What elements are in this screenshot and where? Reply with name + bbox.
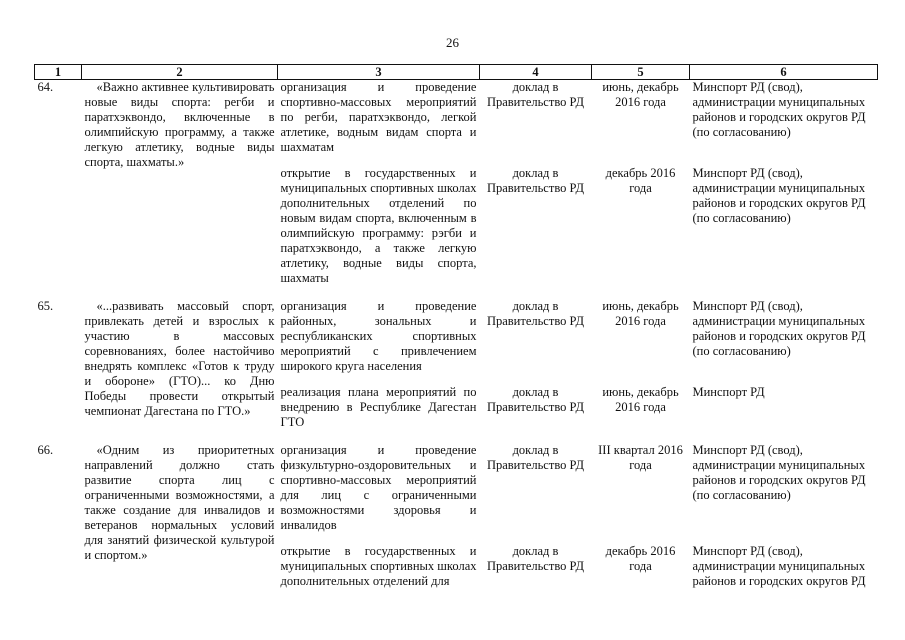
responsible: Минспорт РД (свод), администрации муниципальных районов и городских округов РД (по согласованию) xyxy=(692,443,866,502)
responsible: Минспорт РД (свод), администрации муниципальных районов и городских округов РД (по согласованию) xyxy=(692,299,866,358)
activity-text: открытие в государственных и муниципальных спортивных школах дополнительных отделений по новым видам спорта, включенным в олимпийскую программу: рэгби и паратхэквондо, а также легкую атлетику, водные виды спорта, шахматы xyxy=(280,166,477,285)
col-header-6: 6 xyxy=(690,65,878,80)
col-header-4: 4 xyxy=(480,65,592,80)
report-form: доклад в Правительство РД xyxy=(486,443,585,472)
col-header-2: 2 xyxy=(82,65,278,80)
col-header-5: 5 xyxy=(592,65,690,80)
table-row xyxy=(35,80,878,156)
quote-text: «Важно активнее культивировать новые виды спорта: регби и паратхэквондо, включенные в олимпийскую программу, а также легкую атлетику, водные виды спорта, шахматы.» xyxy=(84,80,275,169)
report-form: доклад в Правительство РД xyxy=(486,299,585,328)
activity-text: открытие в государственных и муниципальных спортивных школах дополнительных отделений для xyxy=(280,544,477,588)
activity-text: организация и проведение районных, зональных и республиканских спортивных мероприятий с привлечением широкого круга населения xyxy=(280,299,477,373)
report-form: доклад в Правительство РД xyxy=(486,544,585,573)
col-header-1: 1 xyxy=(35,65,82,80)
measures-table xyxy=(34,64,878,589)
item-number: 65. xyxy=(37,299,54,313)
quote-text: «...развивать массовый спорт, привлекать детей и взрослых к участию в массовых соревнованиях, более настойчиво внедрять комплекс «Готов к труду и обороне» (ГТО)... ко Дню Победы провести открытый чемпионат Дагестана по ГТО.» xyxy=(84,299,275,418)
responsible: Минспорт РД (свод), администрации муниципальных районов и городских округов РД (по согласованию) xyxy=(692,166,866,225)
report-form: доклад в Правительство РД xyxy=(486,166,585,195)
deadline: III квартал 2016 года xyxy=(598,443,683,472)
table-row xyxy=(35,443,878,533)
report-form: доклад в Правительство РД xyxy=(486,80,585,109)
report-form: доклад в Правительство РД xyxy=(486,385,585,414)
responsible: Минспорт РД xyxy=(692,385,765,399)
col-header-3: 3 xyxy=(278,65,480,80)
deadline: декабрь 2016 года xyxy=(605,544,676,573)
header-row xyxy=(35,65,878,80)
quote-text: «Одним из приоритетных направлений должно стать развитие спорта лиц с ограниченными возможностями, а также создание для инвалидов и ветеранов нормальных условий для занятий физической культурой и спортом.» xyxy=(84,443,275,562)
deadline: июнь, декабрь 2016 года xyxy=(602,80,679,109)
deadline: июнь, декабрь 2016 года xyxy=(602,385,679,414)
activity-text: реализация плана мероприятий по внедрению в Республике Дагестан ГТО xyxy=(280,385,477,429)
activity-text: организация и проведение спортивно-массовых мероприятий по регби, паратхэквондо, легкой атлетике, водным видам спорта и шахматам xyxy=(280,80,477,154)
deadline: июнь, декабрь 2016 года xyxy=(602,299,679,328)
page-number: 26 xyxy=(446,35,459,50)
deadline: декабрь 2016 года xyxy=(605,166,676,195)
responsible: Минспорт РД (свод), администрации муниципальных районов и городских округов РД xyxy=(692,544,866,588)
table-row xyxy=(35,299,878,374)
activity-text: организация и проведение физкультурно-оздоровительных и спортивно-массовых мероприятий для лиц с ограниченными возможностями здоровья и инвалидов xyxy=(280,443,477,532)
item-number: 64. xyxy=(37,80,54,94)
item-number: 66. xyxy=(37,443,54,457)
responsible: Минспорт РД (свод), администрации муниципальных районов и городских округов РД (по согласованию) xyxy=(692,80,866,139)
